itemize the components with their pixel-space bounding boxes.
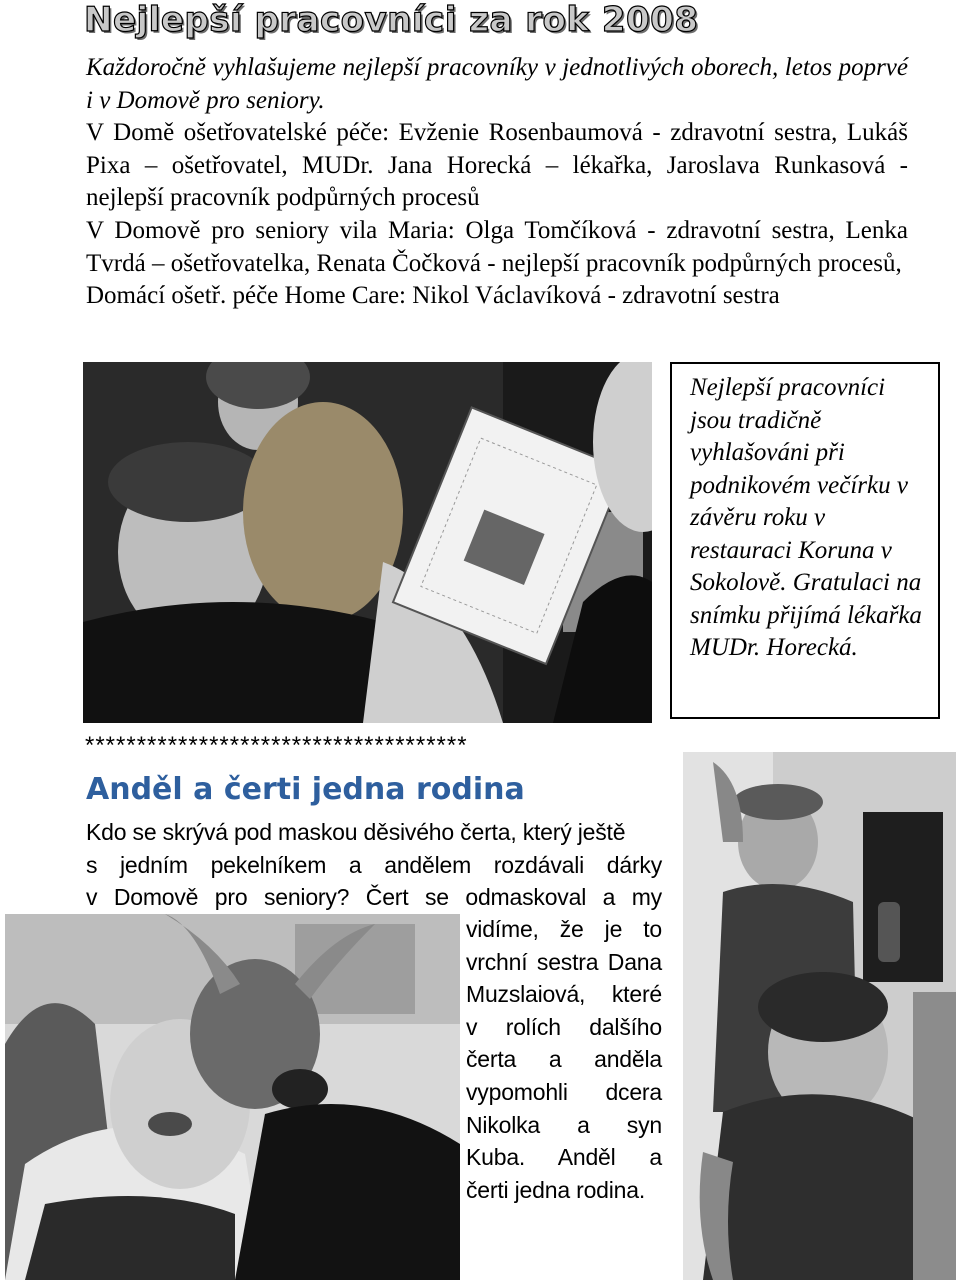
article-line: Nikolka a syn (466, 1111, 662, 1138)
intro-text (86, 52, 908, 313)
photo-caption: Nejlepší pracovníci jsou tradičně vyhlašováni při podnikovém večírku v závěru roku v restauraci Koruna v Sokolově. Gratulaci na snímku přijímá lékařka MUDr. Horecká. (670, 362, 940, 719)
article-line: vidíme, že je to (466, 916, 662, 942)
photo-devil-costume (5, 914, 460, 1280)
article-line: Kdo se skrývá pod maskou děsivého čerta, který ještě (86, 819, 626, 845)
photo-two-women (683, 752, 956, 1280)
intro-dom-osetrovatelske-pece: V Domě ošetřovatelské péče: Evženie Rosenbaumová - zdravotní sestra, Lukáš Pixa – ošetřovatel, MUDr. Jana Horecká – lékařka, Jaroslava Runkasová - nejlepší pracovník podpůrných procesů (86, 119, 908, 212)
article-line: vypomohli dcera (466, 1078, 662, 1105)
article-title: Anděl a čerti jedna rodina (86, 772, 525, 807)
article-lead (86, 816, 662, 914)
page-title: Nejlepší pracovníci za rok 2008 (84, 0, 699, 40)
article-continuation (466, 913, 662, 1206)
article-line: s jedním pekelníkem a andělem rozdávali dárky (86, 851, 662, 878)
intro-lead: Každoročně vyhlašujeme nejlepší pracovníky v jednotlivých oborech, letos poprvé i v Domově pro seniory. (86, 54, 908, 114)
photo-award (83, 362, 652, 723)
separator: ************************************* (85, 732, 468, 759)
article-line: v rolích dalšího (466, 1013, 662, 1040)
article-line: vrchní sestra Dana (466, 948, 662, 975)
article-line: v Domově pro seniory? Čert se odmaskoval a my (86, 884, 662, 911)
article-line: Kuba. Anděl a (466, 1144, 662, 1171)
article-line: čerti jedna rodina. (466, 1176, 646, 1203)
article-line: Muzslaiová, které (466, 981, 662, 1008)
intro-vila-maria: V Domově pro seniory vila Maria: Olga Tomčíková - zdravotní sestra, Lenka Tvrdá – ošetřovatelka, Renata Čočková - nejlepší pracovník podpůrných procesů, (86, 216, 908, 277)
article-line: čerta a anděla (466, 1046, 662, 1073)
intro-home-care: Domácí ošetř. péče Home Care: Nikol Václavíková - zdravotní sestra (86, 282, 780, 310)
